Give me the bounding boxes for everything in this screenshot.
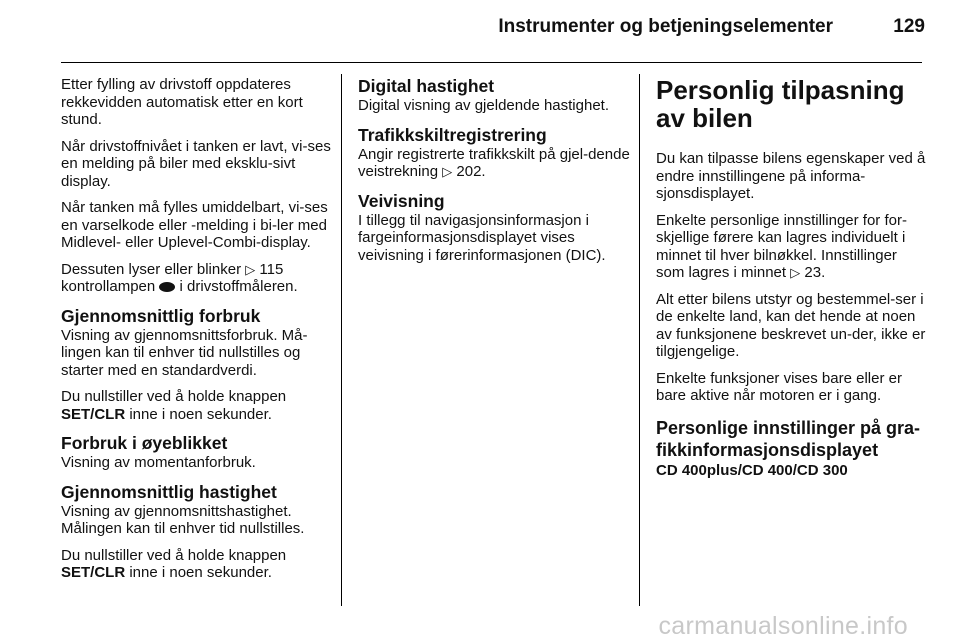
running-title: Instrumenter og betjeningselementer <box>498 16 833 37</box>
watermark: carmanualsonline.info <box>658 612 908 640</box>
paragraph: Når tanken må fylles umiddelbart, vi-ses en varselkode eller -melding i bi-ler med Midlevel- eller Uplevel-Combi-display. <box>61 199 328 251</box>
paragraph: Etter fylling av drivstoff oppdateres rekkevidden automatisk etter en kort stund. <box>61 76 303 128</box>
section-heading: Personlige innstillinger på gra-fikkinformasjonsdisplayet <box>656 417 921 460</box>
paragraph: Digital visning av gjeldende hastighet. <box>358 97 609 114</box>
page-ref-arrow-icon: ▷ <box>245 261 256 277</box>
paragraph: I tillegg til navigasjonsinformasjon i fargeinformasjonsdisplayet vises veivisning i førerinformasjonen (DIC). <box>358 211 606 264</box>
header-rule <box>61 62 922 63</box>
paragraph: Når drivstoffnivået i tanken er lavt, vi-ses en melding på biler med eksklu-sivt display. <box>61 137 331 190</box>
section-heading: Forbruk i øyeblikket <box>61 433 228 453</box>
chapter-heading: Personlig tilpasning av bilen <box>656 75 905 133</box>
column-divider <box>341 74 342 606</box>
paragraph: Enkelte funksjoner vises bare eller er bare aktive når motoren er i gang. <box>656 369 902 404</box>
paragraph: Du kan tilpasse bilens egenskaper ved å endre innstillingene på informa-sjonsdisplayet. <box>656 150 926 202</box>
paragraph: Du nullstiller ved å holde knappen SET/CLR inne i noen sekunder. <box>61 388 287 423</box>
section-heading: Trafikkskiltregistrering <box>358 124 547 145</box>
page-header <box>0 16 925 56</box>
button-name: SET/CLR <box>61 564 126 581</box>
paragraph: Angir registrerte trafikkskilt på gjel-dende veistrekning ▷ 202. <box>358 145 630 180</box>
column-divider <box>639 74 640 606</box>
section-heading: Digital hastighet <box>358 76 495 96</box>
column-left <box>61 76 331 591</box>
section-heading: Gjennomsnittlig forbruk <box>61 305 261 326</box>
paragraph: Visning av momentanforbruk. <box>61 454 256 471</box>
page-ref-arrow-icon: ▷ <box>790 265 801 280</box>
paragraph: Alt etter bilens utstyr og bestemmel-ser i de enkelte land, kan det hende at noen av funksjonene beskrevet un-der, ikke er tilgjengelige. <box>656 290 926 360</box>
page-number: 129 <box>893 16 925 37</box>
section-heading: Veivisning <box>358 190 445 211</box>
paragraph: Enkelte personlige innstillinger for for-skjellige førere kan lagres individuelt i minnet til hver bilnøkkel. Innstillinger som lagres i minnet ▷ 23. <box>656 211 907 281</box>
page-ref[interactable]: 115 <box>259 260 284 278</box>
column-right <box>656 76 926 488</box>
paragraph: Du nullstiller ved å holde knappen SET/CLR inne i noen sekunder. <box>61 546 287 581</box>
subheading: CD 400plus/CD 400/CD 300 <box>656 461 848 479</box>
section-heading: Gjennomsnittlig hastighet <box>61 481 277 502</box>
column-middle <box>358 76 630 273</box>
paragraph: Dessuten lyser eller blinker ▷ 115 kontrollampen i drivstoffmåleren. <box>61 260 298 295</box>
paragraph: Visning av gjennomsnittshastighet. Målingen kan til enhver tid nullstilles. <box>61 502 305 537</box>
fuel-warning-lamp-icon <box>159 282 175 292</box>
page-ref-arrow-icon: ▷ <box>442 164 453 179</box>
page-ref[interactable]: 202. <box>456 163 486 180</box>
page-ref[interactable]: 23. <box>804 264 826 281</box>
paragraph: Visning av gjennomsnittsforbruk. Må-lingen kan til enhver tid nullstilles og starter med en standardverdi. <box>61 326 308 379</box>
button-name: SET/CLR <box>61 405 126 423</box>
